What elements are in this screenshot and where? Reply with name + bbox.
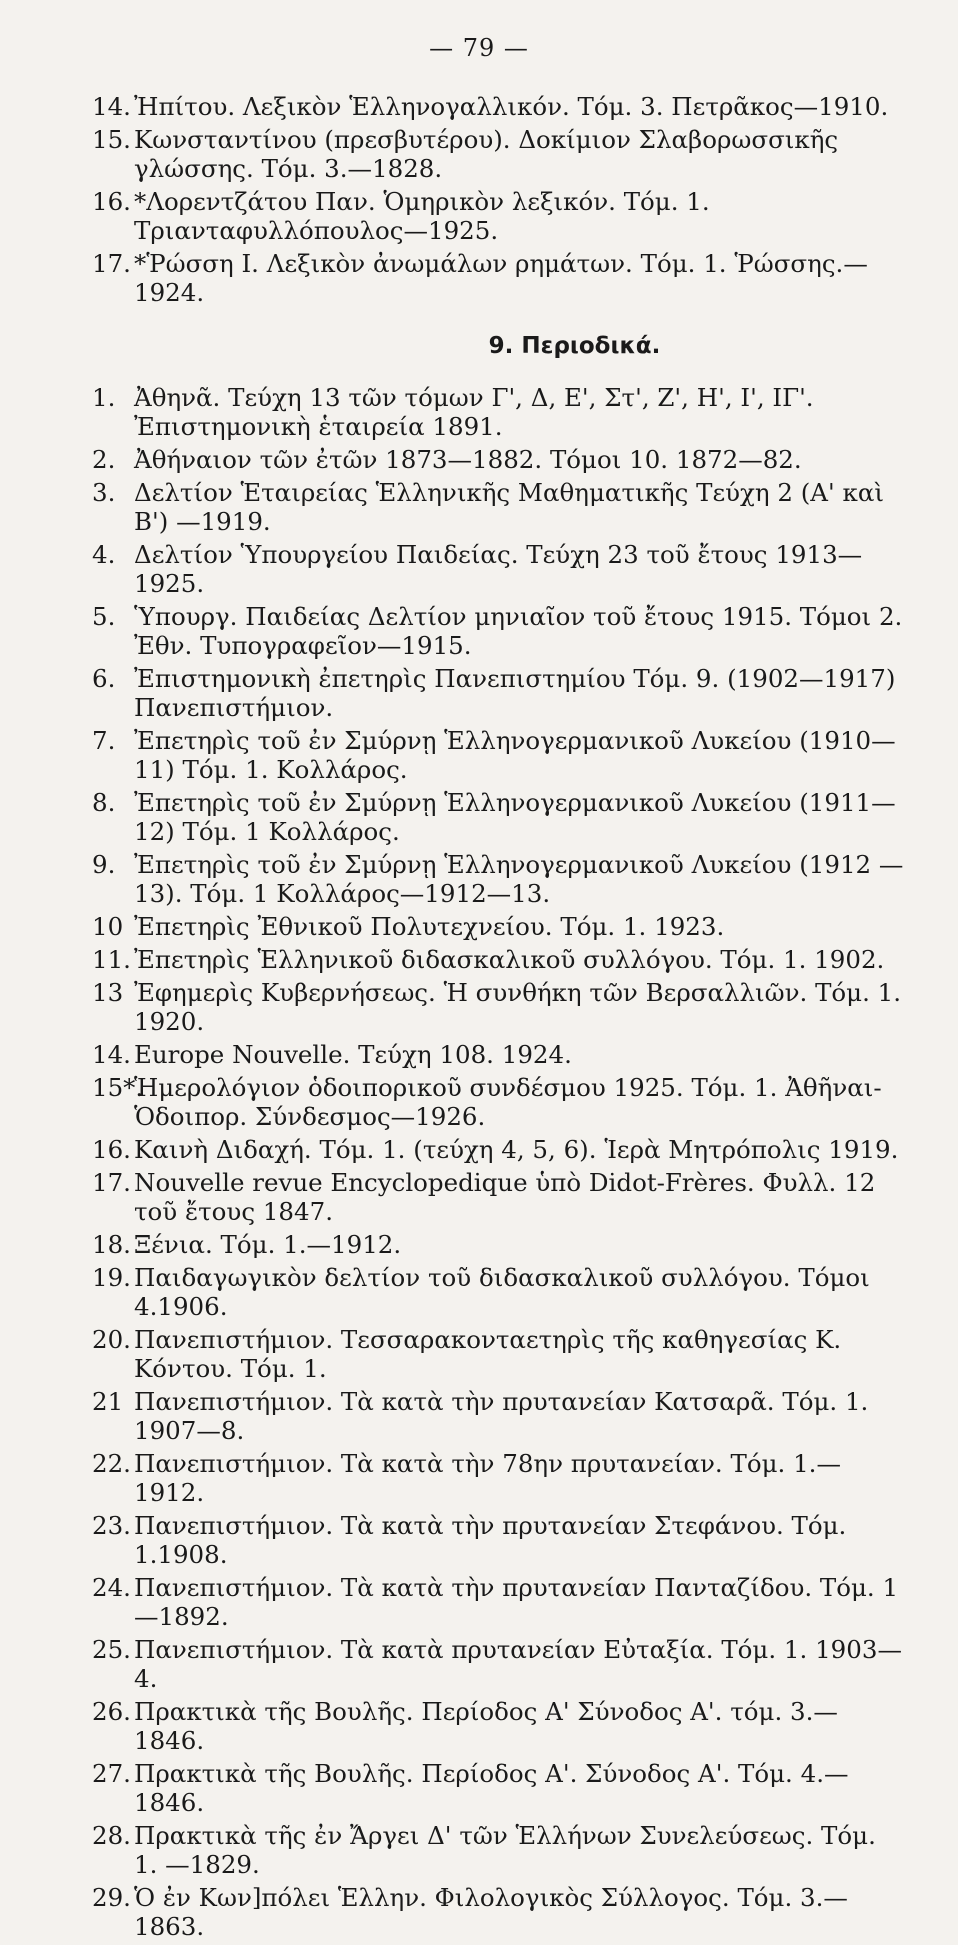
item-number: 2. [92, 445, 116, 474]
list-item [92, 850, 907, 908]
list-item [92, 383, 907, 441]
item-number: 17. [92, 1168, 131, 1197]
item-text: Ἀθηνᾶ. Τεύχη 13 τῶν τόμων Γ', Δ, Ε', Στ', Ζ', Η', Ι', ΙΓ'. Ἐπιστημονικὴ ἑταιρεία 1891. [134, 383, 814, 441]
item-number: 6. [92, 664, 116, 693]
item-text: Παιδαγωγικὸν δελτίον τοῦ διδασκαλικοῦ συλλόγου. Τόμοι 4.1906. [134, 1263, 870, 1321]
item-number: 17. [92, 249, 131, 278]
list-item [92, 1168, 907, 1226]
item-text: Europe Nouvelle. Τεύχη 108. 1924. [134, 1040, 572, 1069]
item-text: Ἐπετηρὶς τοῦ ἐν Σμύρνῃ Ἑλληνογερμανικοῦ Λυκείου (1911—12) Τόμ. 1 Κολλάρος. [134, 788, 896, 846]
item-text: Πανεπιστήμιον. Τὰ κατὰ τὴν πρυτανείαν Κατσαρᾶ. Τόμ. 1. 1907—8. [134, 1387, 869, 1445]
item-number: 15*. [92, 1073, 144, 1102]
item-text: Κωνσταντίνου (πρεσβυτέρου). Δοκίμιον Σλαβορωσσικῆς γλώσσης. Τόμ. 3.—1828. [134, 125, 839, 183]
item-text: Ξένια. Τόμ. 1.—1912. [134, 1230, 402, 1259]
list-item [92, 1040, 907, 1069]
item-text: Ἐφημερὶς Κυβερνήσεως. Ἡ συνθήκη τῶν Βερσαλλιῶν. Τόμ. 1. 1920. [134, 978, 902, 1036]
item-text: Καινὴ Διδαχή. Τόμ. 1. (τεύχη 4, 5, 6). Ἱερὰ Μητρόπολις 1919. [134, 1135, 899, 1164]
item-text: Πρακτικὰ τῆς Βουλῆς. Περίοδος Α'. Σύνοδος Α'. Τόμ. 4.—1846. [134, 1759, 849, 1817]
item-text: Ἡμερολόγιον ὁδοιπορικοῦ συνδέσμου 1925. Τόμ. 1. Ἀθῆναι-Ὁδοιπορ. Σύνδεσμος—1926. [134, 1073, 882, 1131]
item-text: Ἐπετηρὶς τοῦ ἐν Σμύρνῃ Ἑλληνογερμανικοῦ Λυκείου (1910—11) Τόμ. 1. Κολλάρος. [134, 726, 896, 784]
item-number: 3. [92, 478, 116, 507]
item-text: Ἀθήναιον τῶν ἐτῶν 1873—1882. Τόμοι 10. 1872—82. [134, 445, 802, 474]
item-number: 13 [92, 978, 124, 1007]
item-number: 20. [92, 1325, 131, 1354]
item-text: Ἐπετηρὶς Ἑλληνικοῦ διδασκαλικοῦ συλλόγου. Τόμ. 1. 1902. [134, 945, 885, 974]
list-item [92, 1635, 907, 1693]
list-item [92, 445, 907, 474]
list-item [92, 249, 907, 307]
dictionaries-list [92, 92, 907, 307]
item-number: 10 [92, 912, 124, 941]
list-item [92, 1230, 907, 1259]
item-text: Πανεπιστήμιον. Τὰ κατὰ τὴν πρυτανείαν Πανταζίδου. Τόμ. 1—1892. [134, 1573, 899, 1631]
item-number: 26. [92, 1697, 131, 1726]
item-number: 24. [92, 1573, 131, 1602]
item-number: 1. [92, 383, 116, 412]
item-text: Ἐπετηρὶς Ἐθνικοῦ Πολυτεχνείου. Τόμ. 1. 1923. [134, 912, 725, 941]
item-text: Ὁ ἐν Κων]πόλει Ἑλλην. Φιλολογικὸς Σύλλογος. Τόμ. 3.—1863. [134, 1883, 848, 1941]
item-number: 4. [92, 540, 116, 569]
item-text: Πανεπιστήμιον. Τὰ κατὰ τὴν πρυτανείαν Στεφάνου. Τόμ. 1.1908. [134, 1511, 847, 1569]
item-number: 16. [92, 187, 131, 216]
list-item [92, 1573, 907, 1631]
list-item [92, 1883, 907, 1941]
item-text: Πανεπιστήμιον. Τὰ κατὰ πρυτανείαν Εὐταξία. Τόμ. 1. 1903—4. [134, 1635, 902, 1693]
list-item [92, 125, 907, 183]
list-item [92, 1135, 907, 1164]
item-text: *Λορεντζάτου Παν. Ὁμηρικὸν λεξικόν. Τόμ. 1. Τριανταφυλλόπουλος—1925. [134, 187, 710, 245]
item-number: 22. [92, 1449, 131, 1478]
periodicals-list [92, 383, 907, 1941]
list-item [92, 187, 907, 245]
list-item [92, 1387, 907, 1445]
item-number: 15. [92, 125, 131, 154]
list-item [92, 912, 907, 941]
item-number: 21 [92, 1387, 124, 1416]
item-number: 11. [92, 945, 131, 974]
item-text: Nouvelle revue Encyclopedique ὑπὸ Didot-Frères. Φυλλ. 12 τοῦ ἔτους 1847. [134, 1168, 876, 1226]
item-number: 14. [92, 1040, 131, 1069]
list-item [92, 478, 907, 536]
item-number: 27. [92, 1759, 131, 1788]
list-item [92, 945, 907, 974]
item-number: 25. [92, 1635, 131, 1664]
page-number: — 79 — [429, 34, 529, 62]
item-number: 7. [92, 726, 116, 755]
list-item [92, 1759, 907, 1817]
item-number: 23. [92, 1511, 131, 1540]
list-item [92, 602, 907, 660]
item-text: Πρακτικὰ τῆς ἐν Ἄργει Δ' τῶν Ἑλλήνων Συνελεύσεως. Τόμ. 1. —1829. [134, 1821, 876, 1879]
item-text: Πρακτικὰ τῆς Βουλῆς. Περίοδος Α' Σύνοδος Α'. τόμ. 3.—1846. [134, 1697, 838, 1755]
list-item [92, 788, 907, 846]
list-item [92, 1449, 907, 1507]
list-item [92, 1263, 907, 1321]
item-text: Πανεπιστήμιον. Τεσσαρακονταετηρὶς τῆς καθηγεσίας Κ. Κόντου. Τόμ. 1. [134, 1325, 842, 1383]
list-item [92, 664, 907, 722]
item-number: 14. [92, 92, 131, 121]
item-text: Δελτίον Ὑπουργείου Παιδείας. Τεύχη 23 τοῦ ἔτους 1913—1925. [134, 540, 863, 598]
item-text: Πανεπιστήμιον. Τὰ κατὰ τὴν 78ην πρυτανείαν. Τόμ. 1.—1912. [134, 1449, 841, 1507]
item-text: Ἠπίτου. Λεξικὸν Ἑλληνογαλλικόν. Τόμ. 3. Πετρᾶκος—1910. [134, 92, 889, 121]
item-number: 9. [92, 850, 116, 879]
list-item [92, 1697, 907, 1755]
item-text: Ἐπιστημονικὴ ἐπετηρὶς Πανεπιστημίου Τόμ. 9. (1902—1917) Πανεπιστήμιον. [134, 664, 896, 722]
item-number: 8. [92, 788, 116, 817]
list-item [92, 92, 907, 121]
item-text: *Ῥώσση Ι. Λεξικὸν ἀνωμάλων ρημάτων. Τόμ. 1. Ῥώσσης.—1924. [134, 249, 868, 307]
item-text: Ἐπετηρὶς τοῦ ἐν Σμύρνῃ Ἑλληνογερμανικοῦ Λυκείου (1912 — 13). Τόμ. 1 Κολλάρος—1912—13. [134, 850, 904, 908]
item-text: Δελτίον Ἑταιρείας Ἑλληνικῆς Μαθηματικῆς Τεύχη 2 (Α' καὶ Β') —1919. [134, 478, 884, 536]
list-item [92, 1073, 907, 1131]
entries [92, 92, 907, 1945]
item-number: 5. [92, 602, 116, 631]
list-item [92, 726, 907, 784]
list-item [92, 1821, 907, 1879]
item-number: 19. [92, 1263, 131, 1292]
list-item [92, 1325, 907, 1383]
list-item [92, 978, 907, 1036]
item-number: 16. [92, 1135, 131, 1164]
item-number: 28. [92, 1821, 131, 1850]
item-number: 18. [92, 1230, 131, 1259]
item-number: 29. [92, 1883, 131, 1912]
item-text: Ὑπουργ. Παιδείας Δελτίον μηνιαῖον τοῦ ἔτους 1915. Τόμοι 2. Ἐθν. Τυπογραφεῖον—1915. [134, 602, 903, 660]
section-heading: 9. Περιοδικά. [488, 333, 661, 359]
list-item [92, 540, 907, 598]
list-item [92, 1511, 907, 1569]
